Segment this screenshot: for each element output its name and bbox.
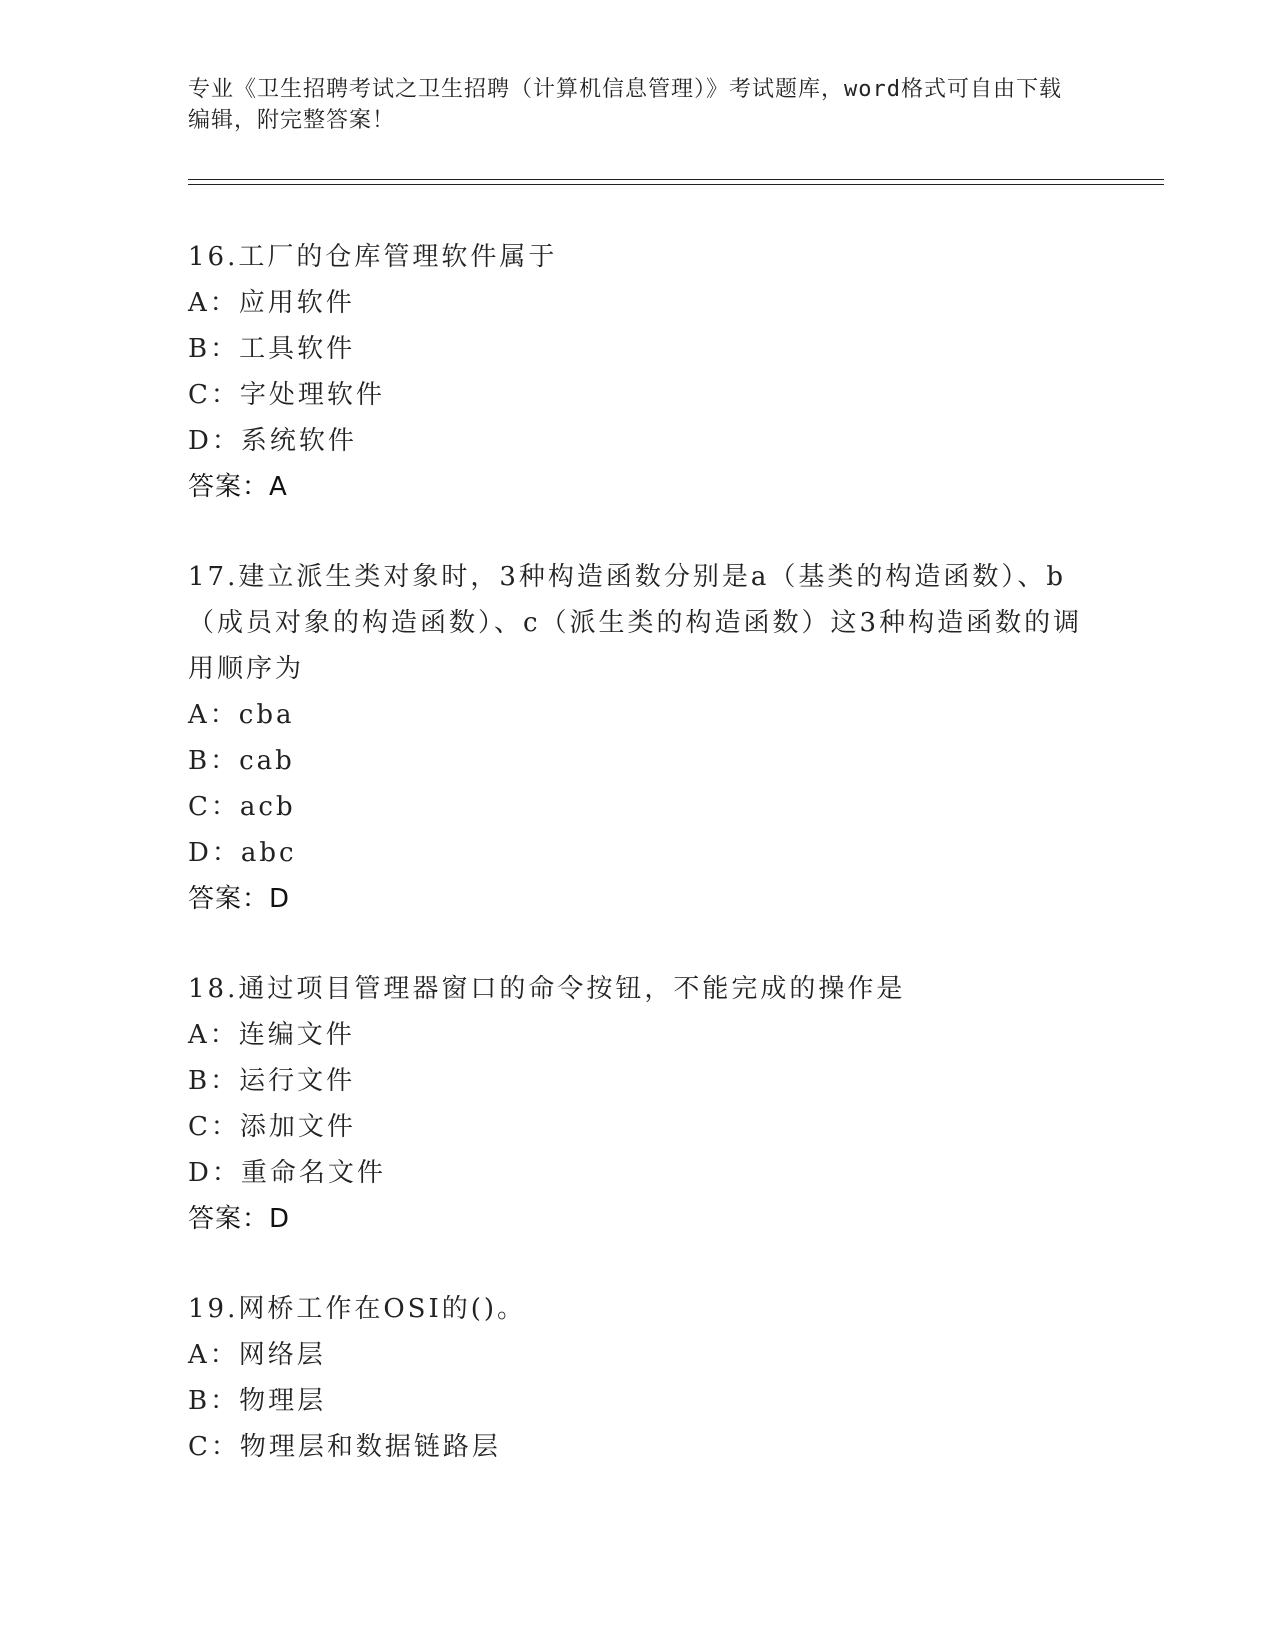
header-divider-top	[188, 179, 1164, 180]
option-b: B：cab	[188, 746, 295, 776]
option-b: B：运行文件	[188, 1066, 356, 1096]
option-d: D：系统软件	[188, 426, 357, 456]
question-16	[188, 234, 1088, 510]
question-stem: 16.工厂的仓库管理软件属于	[188, 242, 558, 272]
question-stem: 17.建立派生类对象时，3种构造函数分别是a（基类的构造函数）、b（成员对象的构造函数）、c（派生类的构造函数）这3种构造函数的调用顺序为	[188, 562, 1083, 684]
option-a: A：网络层	[188, 1340, 326, 1370]
question-18	[188, 966, 1088, 1242]
question-list	[188, 234, 1088, 1514]
question-stem: 18.通过项目管理器窗口的命令按钮，不能完成的操作是	[188, 974, 906, 1004]
option-d: D：abc	[188, 838, 297, 868]
option-b: B：工具软件	[188, 334, 356, 364]
option-b: B：物理层	[188, 1386, 327, 1416]
option-c: C：添加文件	[188, 1112, 356, 1142]
question-17	[188, 554, 1088, 922]
option-a: A：连编文件	[188, 1020, 355, 1050]
answer-line: 答案：A	[188, 472, 288, 502]
answer-line: 答案：D	[188, 1204, 291, 1234]
header-divider-bottom	[188, 184, 1164, 185]
question-stem: 19.网桥工作在OSI的()。	[188, 1294, 527, 1324]
question-19	[188, 1286, 1088, 1470]
option-d: D：重命名文件	[188, 1158, 386, 1188]
answer-line: 答案：D	[188, 884, 291, 914]
option-a: A：应用软件	[188, 288, 355, 318]
option-a: A：cba	[188, 700, 295, 730]
option-c: C：acb	[188, 792, 296, 822]
option-c: C：物理层和数据链路层	[188, 1432, 501, 1462]
option-c: C：字处理软件	[188, 380, 385, 410]
document-header: 专业《卫生招聘考试之卫生招聘（计算机信息管理）》考试题库，word格式可自由下载编辑，附完整答案！	[188, 77, 1062, 133]
